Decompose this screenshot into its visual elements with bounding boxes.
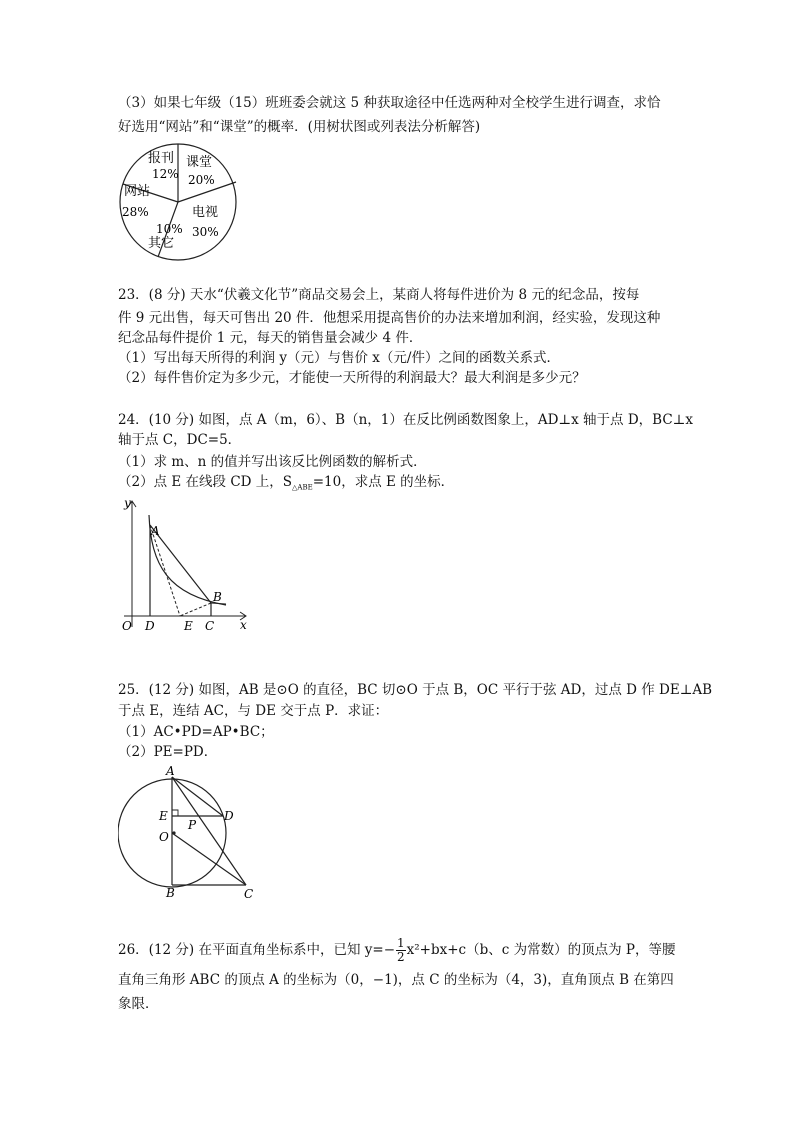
- q25-label-B: B: [166, 886, 175, 900]
- q24-line-2: 轴于点 C，DC=5．: [118, 432, 242, 448]
- q23-line-2: 件 9 元出售，每天可售出 20 件．他想采用提高售价的办法来增加利润，经实验，发现这种: [118, 310, 661, 326]
- q25-label-A: A: [166, 765, 175, 778]
- q24-line-1: 24．(10 分) 如图，点 A（m，6）、B（n，1）在反比例函数图象上，AD⊥x 轴于点 D，BC⊥x: [118, 412, 693, 428]
- q23-sub-2: （2）每件售价定为多少元，才能使一天所得的利润最大？最大利润是多少元？: [118, 370, 586, 386]
- q24-sub2-post: =10，求点 E 的坐标．: [312, 474, 455, 490]
- q25-segment-AD: [172, 777, 223, 816]
- pie-label-ketang: 课堂: [186, 155, 213, 170]
- q24-figure: [118, 495, 254, 635]
- q25-label-O: O: [159, 830, 169, 844]
- q25-label-D: D: [224, 809, 234, 823]
- q23-line-1: 23．(8 分) 天水“伏羲文化节”商品交易会上，某商人将每件进价为 8 元的纪念品，按每: [118, 287, 640, 303]
- q25-figure: [118, 765, 263, 903]
- q24-segment-AE: [150, 525, 180, 616]
- q24-sub-1: （1）求 m、n 的值并写出该反比例函数的解析式．: [118, 454, 427, 470]
- q22-line-1: （3）如果七年级（15）班班委会就这 5 种获取途径中任选两种对全校学生进行调查，求恰: [118, 95, 661, 111]
- q25-segment-OC: [172, 833, 246, 885]
- q24-label-y: y: [124, 496, 131, 510]
- pie-percent-ketang: 20%: [188, 173, 215, 187]
- q26-line-3: 象限．: [118, 996, 159, 1012]
- q25-line-2: 于点 E，连结 AC，与 DE 交于点 P．求证：: [118, 703, 389, 719]
- pie-percent-wangzhan: 28%: [122, 205, 149, 219]
- q25-line-1: 25．(12 分) 如图，AB 是⊙O 的直径，BC 切⊙O 于点 B，OC 平行于弦 AD，过点 D 作 DE⊥AB: [118, 682, 713, 698]
- q24-label-B: B: [213, 590, 222, 604]
- pie-chart: [118, 142, 242, 262]
- q25-label-P: P: [188, 818, 197, 832]
- q25-sub-2: （2）PE=PD．: [118, 744, 218, 760]
- q26-fraction-numerator: 1: [397, 936, 405, 950]
- pie-percent-baokan: 12%: [152, 167, 179, 181]
- q24-sub-2: [118, 472, 454, 498]
- q22-line-2: 好选用“网站”和“课堂”的概率．(用树状图或列表法分析解答): [118, 119, 481, 135]
- pie-percent-dianshi: 30%: [192, 225, 219, 239]
- q24-label-A: A: [151, 524, 160, 538]
- pie-label-wangzhan: 网站: [124, 184, 151, 199]
- q24-label-E: E: [184, 619, 193, 633]
- q26-line-2: 直角三角形 ABC 的顶点 A 的坐标为（0，−1)，点 C 的坐标为（4，3)，直角顶点 B 在第四: [118, 972, 674, 988]
- q25-label-E: E: [159, 809, 168, 823]
- q24-label-O: O: [122, 619, 132, 633]
- q24-segment-BE: [180, 603, 211, 616]
- q24-sub2-subscript: △ABE: [292, 483, 313, 492]
- q23-sub-1: （1）写出每天所得的利润 y（元）与售价 x（元/件）之间的函数关系式．: [118, 350, 560, 366]
- q25-right-angle-mark: [172, 810, 178, 816]
- q26-line1-post: x²+bx+c（b、c 为常数）的顶点为 P，等腰: [406, 942, 676, 958]
- q26-fraction-denominator: 2: [397, 950, 405, 964]
- q24-label-D: D: [145, 619, 155, 633]
- q25-center-dot: [172, 831, 175, 834]
- pie-label-dianshi: 电视: [192, 205, 219, 220]
- q25-label-C: C: [244, 887, 254, 901]
- q25-sub-1: （1）AC•PD=AP•BC；: [118, 724, 274, 740]
- q24-label-C: C: [205, 619, 215, 633]
- pie-label-qita: 其它: [148, 236, 175, 251]
- pie-percent-qita: 10%: [156, 222, 183, 236]
- q23-line-3: 纪念品每件提价 1 元，每天的销售量会减少 4 件．: [118, 330, 423, 346]
- q24-label-x: x: [240, 618, 247, 632]
- pie-label-baokan: 报刊: [148, 151, 175, 166]
- q26-line-1: [118, 937, 676, 964]
- q24-sub2-pre: （2）点 E 在线段 CD 上，S: [118, 474, 293, 490]
- q26-line1-pre: 26．(12 分) 在平面直角坐标系中，已知 y=−: [118, 942, 396, 958]
- q26-fraction: [396, 937, 406, 964]
